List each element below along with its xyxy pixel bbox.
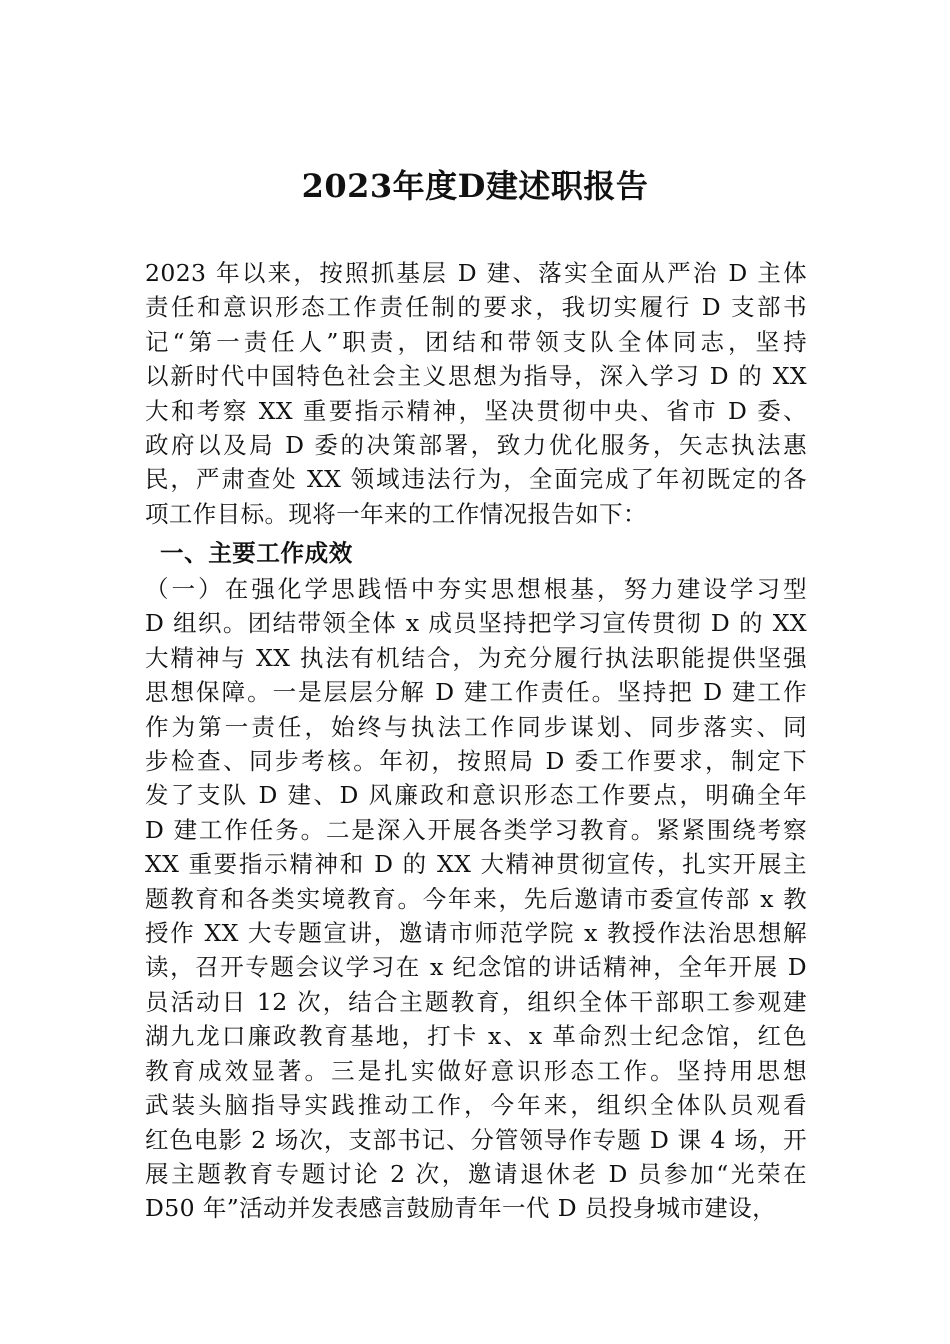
paragraph-line: 大和考察 XX 重要指示精神，坚决贯彻中央、省市 D 委、 bbox=[145, 396, 807, 425]
paragraph-line: 责任和意识形态工作责任制的要求，我切实履行 D 支部书 bbox=[145, 293, 807, 322]
paragraph-line: 红色电影 2 场次，支部书记、分管领导作专题 D 课 4 场，开 bbox=[145, 1125, 807, 1154]
paragraph-line: 题教育和各类实境教育。今年来，先后邀请市委宣传部 x 教 bbox=[145, 884, 807, 913]
paragraph-line: 员活动日 12 次，结合主题教育，组织全体干部职工参观建 bbox=[145, 987, 807, 1016]
document-title: 2023年度D建述职报告 bbox=[301, 167, 649, 205]
paragraph-line: 湖九龙口廉政教育基地，打卡 x、x 革命烈士纪念馆，红色 bbox=[145, 1022, 807, 1051]
paragraph-line: 发了支队 D 建、D 风廉政和意识形态工作要点，明确全年 bbox=[145, 781, 807, 810]
paragraph-line: 大精神与 XX 执法有机结合，为充分履行执法职能提供坚强 bbox=[145, 643, 807, 672]
paragraph-line: 读，召开专题会议学习在 x 纪念馆的讲话精神，全年开展 D bbox=[145, 953, 807, 982]
paragraph-line: D50 年”活动并发表感言鼓励青年一代 D 员投身城市建设， bbox=[145, 1194, 777, 1223]
paragraph-line: XX 重要指示精神和 D 的 XX 大精神贯彻宣传，扎实开展主 bbox=[145, 850, 807, 879]
paragraph-line: 教育成效显著。三是扎实做好意识形态工作。坚持用思想 bbox=[145, 1056, 807, 1085]
paragraph-line: 民，严肃查处 XX 领域违法行为，全面完成了年初既定的各 bbox=[145, 465, 807, 494]
paragraph-line: 以新时代中国特色社会主义思想为指导，深入学习 D 的 XX bbox=[145, 362, 807, 391]
paragraph-line: D 组织。团结带领全体 x 成员坚持把学习宣传贯彻 D 的 XX bbox=[145, 609, 807, 638]
paragraph-line: 作为第一责任，始终与执法工作同步谋划、同步落实、同 bbox=[145, 712, 807, 741]
paragraph-line: 2023 年以来，按照抓基层 D 建、落实全面从严治 D 主体 bbox=[145, 259, 807, 287]
paragraph-line: 武装头脑指导实践推动工作，今年来，组织全体队员观看 bbox=[145, 1091, 807, 1120]
paragraph-line: 记“第一责任人”职责，团结和带领支队全体同志，坚持 bbox=[145, 327, 807, 356]
paragraph-line: （一）在强化学思践悟中夯实思想根基，努力建设学习型 bbox=[145, 575, 807, 603]
paragraph-line: D 建工作任务。二是深入开展各类学习教育。紧紧围绕考察 bbox=[145, 815, 807, 844]
paragraph-line: 政府以及局 D 委的决策部署，致力优化服务，矢志执法惠 bbox=[145, 431, 807, 460]
paragraph-line: 项工作目标。现将一年来的工作情况报告如下： bbox=[145, 499, 647, 528]
paragraph-line: 授作 XX 大专题宣讲，邀请市师范学院 x 教授作法治思想解 bbox=[145, 919, 807, 948]
paragraph-line: 步检查、同步考核。年初，按照局 D 委工作要求，制定下 bbox=[145, 747, 807, 776]
paragraph-line: 展主题教育专题讨论 2 次，邀请退休老 D 员参加“光荣在 bbox=[145, 1159, 807, 1188]
intro-paragraph bbox=[145, 256, 807, 531]
section-paragraph bbox=[145, 572, 807, 1226]
section-heading: 一、主要工作成效 bbox=[160, 539, 353, 567]
paragraph-line: 思想保障。一是层层分解 D 建工作责任。坚持把 D 建工作 bbox=[145, 678, 807, 707]
